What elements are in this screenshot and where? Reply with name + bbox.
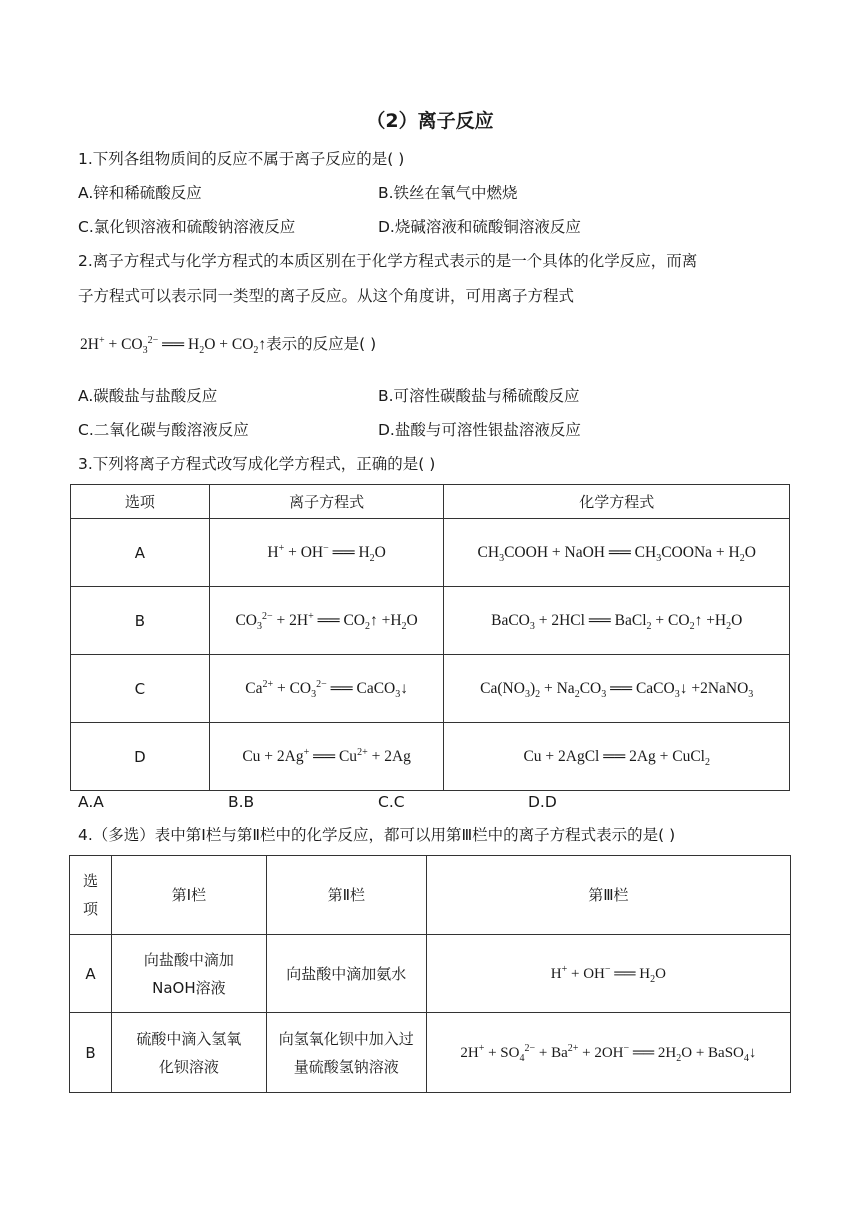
q3-header-option: 选项	[71, 485, 210, 519]
q3-answer-c: C.C	[378, 793, 405, 811]
q3-row-a-label: A	[71, 519, 210, 587]
q4-row-b-col3: $2H^+ + SO_4^{2-} + Ba^{2+} + 2OH^-$ ══ $2H_2O$ + BaSO$_4$↓	[426, 1013, 790, 1093]
q2-stem-line2: 子方程式可以表示同一类型的离子反应。从这个角度讲，可用离子方程式	[78, 287, 575, 305]
q4-row-a-col3: H+ + OH− ══ $H_2O$	[426, 935, 790, 1013]
q4-row-a-col2: 向盐酸中滴加氨水	[266, 935, 426, 1013]
q3-header-chemical: 化学方程式	[444, 485, 790, 519]
q3-row-d-label: D	[71, 723, 210, 791]
q4-header-col1: 第Ⅰ栏	[111, 856, 266, 935]
q3-row-d-ionic: Cu + 2Ag+ ══ $Cu^{2+} + 2Ag$	[209, 723, 444, 791]
q4-row-b-label: B	[70, 1013, 112, 1093]
q4-row-b-col1: 硫酸中滴入氢氧化钡溶液	[111, 1013, 266, 1093]
q3-answer-a: A.A	[78, 793, 104, 811]
q4-row-a-col1: 向盐酸中滴加NaOH溶液	[111, 935, 266, 1013]
q3-stem: 3.下列将离子方程式改写成化学方程式，正确的是( )	[78, 455, 436, 473]
q3-row-b-label: B	[71, 587, 210, 655]
q2-ionic-formula: $2H^+ + CO_3^{2-}$ ══ $H_2O$ + $CO_2↑$	[80, 334, 267, 357]
q4-row-b-col2: 向氢氧化钡中加入过量硫酸氢钠溶液	[266, 1013, 426, 1093]
q3-row-a-ionic: H+ + OH− ══ $H_2O$	[209, 519, 444, 587]
q2-option-d: D.盐酸与可溶性银盐溶液反应	[378, 421, 581, 439]
q3-row-c-ionic: $Ca^{2+} + CO_3^{2-}$ ══ CaCO$_3$↓	[209, 655, 444, 723]
page-title: （2）离子反应	[366, 110, 494, 132]
q3-table	[70, 484, 790, 791]
q4-header-col3: 第Ⅲ栏	[426, 856, 790, 935]
q3-row-c-label: C	[71, 655, 210, 723]
q1-option-c: C.氯化钡溶液和硫酸钠溶液反应	[78, 218, 296, 236]
q4-header-col2: 第Ⅱ栏	[266, 856, 426, 935]
q1-option-d: D.烧碱溶液和硫酸铜溶液反应	[378, 218, 581, 236]
q3-row-c-chemical: $Ca(NO_3)_2 + Na_2CO_3$ ══ CaCO$_3$↓ +2NaNO$_3$	[444, 655, 790, 723]
q2-option-b: B.可溶性碳酸盐与稀硫酸反应	[378, 387, 580, 405]
q4-table	[69, 855, 791, 1093]
q3-row-d-chemical: Cu + 2AgCl ══ 2Ag + CuCl$_2$	[444, 723, 790, 791]
q2-option-a: A.碳酸盐与盐酸反应	[78, 387, 218, 405]
q4-header-option: 选项	[70, 856, 112, 935]
q3-answer-d: D.D	[528, 793, 557, 811]
q3-answer-b: B.B	[228, 793, 255, 811]
q2-option-c: C.二氧化碳与酸溶液反应	[78, 421, 249, 439]
q1-option-b: B.铁丝在氧气中燃烧	[378, 184, 518, 202]
q1-option-a: A.锌和稀硫酸反应	[78, 184, 202, 202]
q4-row-a-label: A	[70, 935, 112, 1013]
q4-stem: 4.（多选）表中第Ⅰ栏与第Ⅱ栏中的化学反应，都可以用第Ⅲ栏中的离子方程式表示的是( )	[78, 826, 676, 844]
q3-row-b-ionic: $CO_3^{2-} + 2H^+$ ══ $CO_2↑ +H_2O$	[209, 587, 444, 655]
q1-stem: 1.下列各组物质间的反应不属于离子反应的是( )	[78, 150, 405, 168]
q3-header-ionic: 离子方程式	[209, 485, 444, 519]
q2-stem-line1: 2.离子方程式与化学方程式的本质区别在于化学方程式表示的是一个具体的化学反应，而离	[78, 252, 698, 270]
q3-row-b-chemical: BaCO$_3$ + 2HCl ══ BaCl$_2$ + $CO_2↑ +H_2O$	[444, 587, 790, 655]
q2-stem-tail: 表示的反应是( )	[266, 335, 377, 353]
q3-row-a-chemical: $CH_3COOH$ + NaOH ══ $CH_3COONa + H_2O$	[444, 519, 790, 587]
q2-equation	[80, 332, 377, 357]
